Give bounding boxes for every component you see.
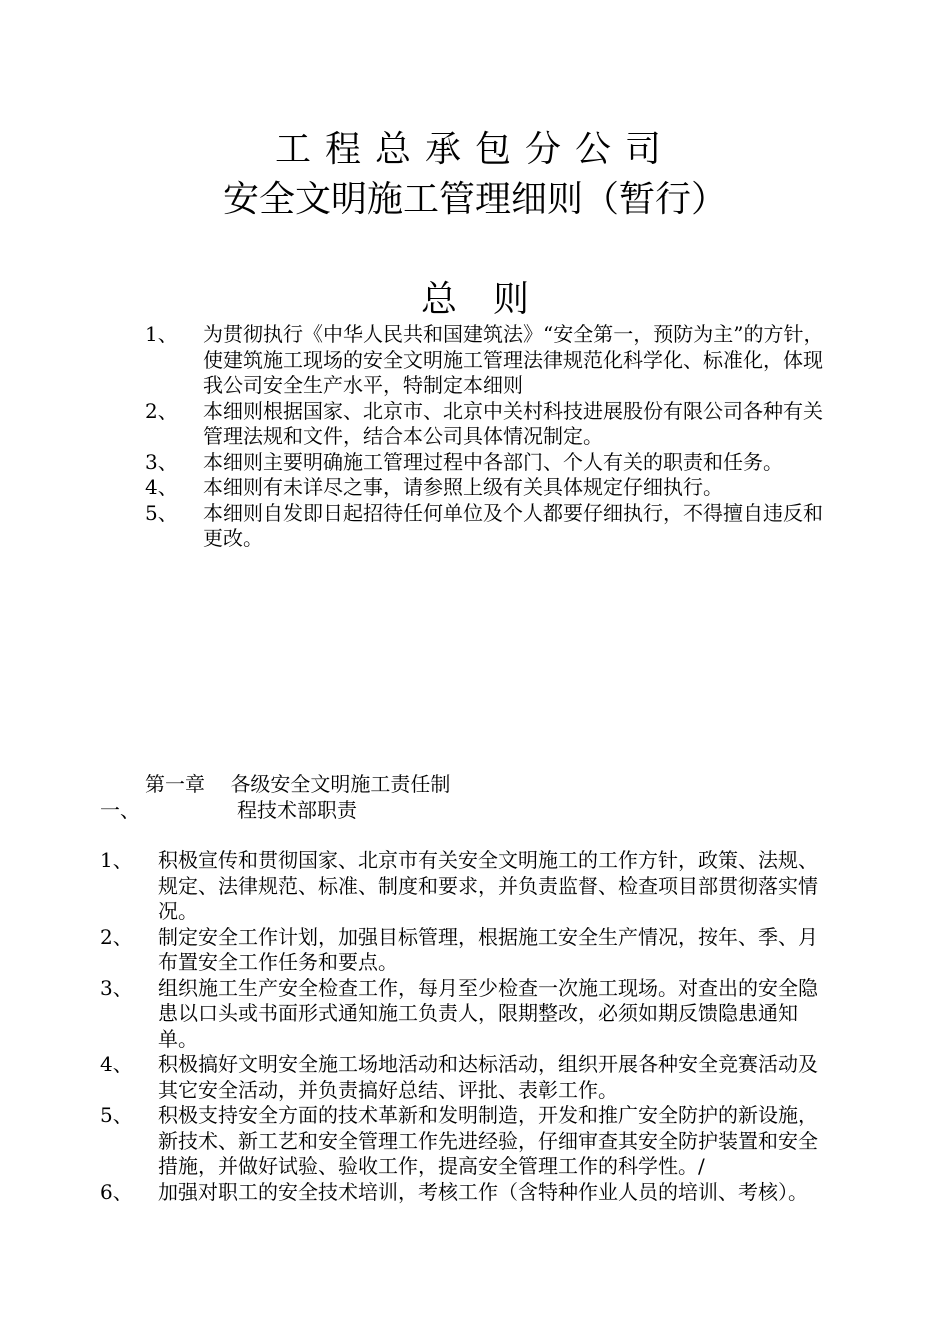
item-text: 为贯彻执行《中华人民共和国建筑法》“安全第一，预防为主”的方针，使建筑施工现场的安全文明施工管理法律规范化科学化、标准化，体现我公司安全生产水平，特制定本细则 xyxy=(203,322,824,397)
chapter-title: 各级安全文明施工责任制 xyxy=(230,772,451,796)
item-text: 本细则主要明确施工管理过程中各部门、个人有关的职责和任务。 xyxy=(203,449,783,474)
item-number: 1、 xyxy=(100,848,133,872)
chapter-label: 第一章 xyxy=(145,772,205,796)
item-number: 5、 xyxy=(100,1103,133,1127)
general-title: 总则 xyxy=(420,279,565,320)
general-list xyxy=(145,322,825,552)
list-item xyxy=(100,976,830,1053)
item-number: 3、 xyxy=(145,449,178,474)
item-text: 组织施工生产安全检查工作，每月至少检查一次施工现场。对查出的安全隐患以口头或书面形式通知施工负责人，限期整改，必须如期反馈隐患通知单。 xyxy=(158,975,818,1051)
section-number: 一、 xyxy=(100,798,140,822)
list-item xyxy=(100,1052,830,1103)
list-item xyxy=(145,501,825,552)
item-number: 4、 xyxy=(100,1052,133,1076)
item-text: 本细则有未详尽之事，请参照上级有关具体规定仔细执行。 xyxy=(203,475,723,499)
section-title: 程技术部职责 xyxy=(237,798,357,822)
item-number: 4、 xyxy=(145,475,178,499)
item-text: 加强对职工的安全技术培训，考核工作（含特种作业人员的培训、考核）。 xyxy=(158,1179,808,1204)
item-number: 1、 xyxy=(145,322,178,346)
item-text: 积极宣传和贯彻国家、北京市有关安全文明施工的工作方针，政策、法规、规定、法律规范、标准、制度和要求，并负责监督、检查项目部贯彻落实情况。 xyxy=(158,848,818,923)
item-text: 本细则根据国家、北京市、北京中关村科技进展股份有限公司各种有关管理法规和文件，结合本公司具体情况制定。 xyxy=(203,398,823,448)
company-title: 工程总承包分公司 xyxy=(274,129,675,170)
item-text: 积极支持安全方面的技术革新和发明制造，开发和推广安全防护的新设施，新技术、新工艺和安全管理工作先进经验，仔细审查其安全防护装置和安全措施，并做好试验、验收工作，提高安全管理工作的科学性。/ xyxy=(158,1103,818,1178)
chapter-heading xyxy=(145,771,450,797)
list-item xyxy=(100,848,830,925)
item-text: 本细则自发即日起招待任何单位及个人都要仔细执行，不得擅自违反和更改。 xyxy=(203,500,823,550)
list-item xyxy=(145,475,825,501)
list-item xyxy=(100,1180,830,1206)
document-title: 安全文明施工管理细则（暂行） xyxy=(222,179,727,220)
list-item xyxy=(145,322,825,399)
item-text: 积极搞好文明安全施工场地活动和达标活动，组织开展各种安全竞赛活动及其它安全活动，并负责搞好总结、评批、表彰工作。 xyxy=(158,1052,818,1102)
item-number: 3、 xyxy=(100,975,133,1000)
item-number: 2、 xyxy=(100,924,133,949)
list-item xyxy=(145,399,825,450)
item-number: 6、 xyxy=(100,1179,133,1204)
item-number: 2、 xyxy=(145,398,178,423)
chapter-list xyxy=(100,848,830,1205)
section-heading xyxy=(100,797,800,823)
list-item xyxy=(145,450,825,476)
item-number: 5、 xyxy=(145,500,178,525)
list-item xyxy=(100,925,830,976)
item-text: 制定安全工作计划，加强目标管理，根据施工安全生产情况，按年、季、月布置安全工作任务和要点。 xyxy=(158,924,818,974)
list-item xyxy=(100,1103,830,1180)
